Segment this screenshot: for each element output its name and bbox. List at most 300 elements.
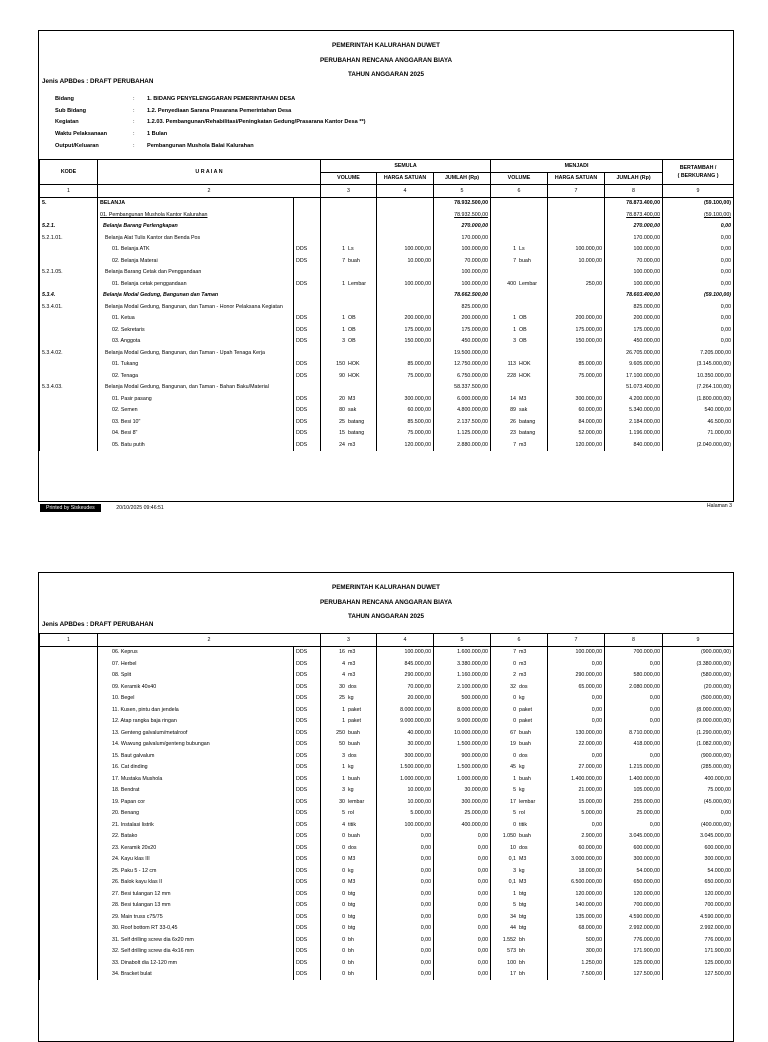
- row-harga-semula: 0,00: [377, 934, 434, 946]
- volume-unit: buah: [519, 741, 531, 748]
- volume-cell: [491, 900, 548, 912]
- row-kode: [40, 911, 98, 923]
- row-jumlah-menjadi: 5.340.000,00: [605, 405, 663, 417]
- row-jumlah-menjadi: 0,00: [605, 819, 663, 831]
- table-row: [40, 911, 734, 923]
- row-source: DDS: [294, 716, 321, 728]
- volume-cell: [491, 301, 548, 313]
- volume-qty: 32: [510, 683, 517, 690]
- volume-qty: 1: [342, 718, 346, 725]
- volume-cell: [491, 934, 548, 946]
- meta-value: 1.2. Penyediaan Sarana Prasarana Pemerintahan Desa: [147, 107, 292, 114]
- row-uraian: 22. Batako: [98, 831, 294, 843]
- row-jumlah-semula: 500.000,00: [434, 693, 491, 705]
- row-harga-menjadi: 18.000,00: [548, 865, 605, 877]
- volume-qty: 14: [510, 395, 517, 402]
- row-kode: [40, 888, 98, 900]
- row-selisih: 2.992.000,00: [663, 923, 734, 935]
- row-harga-menjadi: 130.000,00: [548, 727, 605, 739]
- row-jumlah-menjadi: 9.605.000,00: [605, 359, 663, 371]
- volume-qty: 100: [507, 959, 517, 966]
- volume-unit: buah: [519, 775, 531, 782]
- row-source: DDS: [294, 808, 321, 820]
- row-kode: 5.3.4.02.: [40, 347, 98, 359]
- volume-unit: m3: [348, 660, 356, 667]
- table-row: [40, 831, 734, 843]
- volume-unit: m3: [519, 441, 527, 448]
- volume-cell: [491, 842, 548, 854]
- row-jumlah-semula: 2.880.000,00: [434, 439, 491, 451]
- row-jumlah-menjadi: 825.000,00: [605, 301, 663, 313]
- row-jumlah-semula: 1.160.000,00: [434, 670, 491, 682]
- row-harga-semula: 0,00: [377, 957, 434, 969]
- row-source: DDS: [294, 957, 321, 969]
- row-uraian: 03. Anggota: [98, 336, 294, 348]
- volume-cell: [321, 244, 377, 256]
- row-harga-semula: 0,00: [377, 877, 434, 889]
- volume-unit: btg: [519, 890, 527, 897]
- volume-cell: [491, 888, 548, 900]
- row-jumlah-menjadi: 300.000,00: [605, 854, 663, 866]
- volume-qty: 44: [510, 925, 517, 932]
- volume-qty: 4: [342, 660, 346, 667]
- meta-key: Sub Bidang: [55, 107, 87, 114]
- volume-cell: [321, 439, 377, 451]
- row-source: DDS: [294, 785, 321, 797]
- table-row: [40, 290, 734, 302]
- row-kode: [40, 428, 98, 440]
- row-harga-semula: [377, 209, 434, 221]
- row-harga-menjadi: 84.000,00: [548, 416, 605, 428]
- row-kode: [40, 209, 98, 221]
- row-uraian: 19. Papan cor: [98, 796, 294, 808]
- row-selisih: 71.000,00: [663, 428, 734, 440]
- meta-colon: :: [133, 95, 135, 102]
- print-footer: [40, 504, 164, 512]
- volume-cell: [321, 370, 377, 382]
- table-row: [40, 359, 734, 371]
- row-harga-semula: 1.500.000,00: [377, 762, 434, 774]
- table-row: [40, 278, 734, 290]
- row-kode: [40, 842, 98, 854]
- volume-qty: 25: [339, 695, 346, 702]
- row-jumlah-semula: 270.000,00: [434, 221, 491, 233]
- table-row: [40, 197, 734, 209]
- table-row: [40, 405, 734, 417]
- volume-cell: [491, 969, 548, 981]
- volume-cell: [321, 693, 377, 705]
- row-uraian: Belanja Modal Gedung, Bangunan dan Taman: [98, 290, 294, 302]
- volume-cell: [321, 658, 377, 670]
- row-jumlah-semula: 30.000,00: [434, 785, 491, 797]
- row-source: DDS: [294, 911, 321, 923]
- row-source: DDS: [294, 681, 321, 693]
- row-source: DDS: [294, 934, 321, 946]
- row-source: [294, 267, 321, 279]
- volume-unit: buah: [348, 833, 360, 840]
- table-row: [40, 416, 734, 428]
- volume-cell: [491, 670, 548, 682]
- row-uraian: 28. Besi tulangan 13 mm: [98, 900, 294, 912]
- row-uraian: 34. Bracket bulat: [98, 969, 294, 981]
- row-harga-menjadi: 120.000,00: [548, 888, 605, 900]
- col-kode: KODE: [40, 160, 98, 185]
- row-jumlah-semula: 300.000,00: [434, 796, 491, 808]
- report-page-2: [38, 572, 734, 1042]
- row-selisih: (580.000,00): [663, 670, 734, 682]
- row-source: DDS: [294, 255, 321, 267]
- volume-unit: Ls: [519, 246, 525, 253]
- row-harga-semula: 30.000,00: [377, 739, 434, 751]
- volume-unit: HOK: [348, 372, 360, 379]
- row-uraian: 01. Ketua: [98, 313, 294, 325]
- volume-cell: [491, 704, 548, 716]
- row-harga-semula: 0,00: [377, 900, 434, 912]
- row-selisih: 650.000,00: [663, 877, 734, 889]
- table-row: [40, 957, 734, 969]
- volume-cell: [321, 865, 377, 877]
- row-harga-semula: 8.000.000,00: [377, 704, 434, 716]
- row-kode: [40, 854, 98, 866]
- row-jumlah-menjadi: 1.215.000,00: [605, 762, 663, 774]
- volume-qty: 400: [507, 280, 517, 287]
- table-row: [40, 301, 734, 313]
- row-kode: 5.2.1.01.: [40, 232, 98, 244]
- volume-cell: [491, 831, 548, 843]
- row-kode: [40, 969, 98, 981]
- volume-qty: 34: [510, 913, 517, 920]
- volume-cell: [321, 716, 377, 728]
- volume-unit: kg: [519, 787, 525, 794]
- row-selisih: 0,00: [663, 221, 734, 233]
- volume-qty: 1: [342, 315, 346, 322]
- volume-unit: bh: [348, 971, 354, 978]
- volume-unit: dos: [348, 683, 357, 690]
- row-harga-menjadi: 250,00: [548, 278, 605, 290]
- table-row: [40, 762, 734, 774]
- row-jumlah-menjadi: 2.992.000,00: [605, 923, 663, 935]
- row-kode: 5.2.1.: [40, 221, 98, 233]
- row-jumlah-semula: 78.932.500,00: [434, 209, 491, 221]
- row-jumlah-menjadi: 4.590.000,00: [605, 911, 663, 923]
- volume-qty: 0: [342, 833, 346, 840]
- row-jumlah-menjadi: 4.200.000,00: [605, 393, 663, 405]
- table-row: [40, 267, 734, 279]
- row-jumlah-semula: 825.000,00: [434, 301, 491, 313]
- row-selisih: (1.082.000,00): [663, 739, 734, 751]
- column-number: 3: [321, 634, 377, 647]
- table-row: [40, 244, 734, 256]
- row-harga-menjadi: 1.400.000,00: [548, 773, 605, 785]
- row-selisih: (59.100,00): [663, 290, 734, 302]
- volume-unit: M3: [519, 395, 527, 402]
- row-source: DDS: [294, 923, 321, 935]
- table-row: [40, 796, 734, 808]
- volume-qty: 1: [342, 246, 346, 253]
- row-selisih: (59.100,00): [663, 209, 734, 221]
- row-harga-semula: 20.000,00: [377, 693, 434, 705]
- row-source: DDS: [294, 842, 321, 854]
- volume-unit: paket: [348, 718, 361, 725]
- row-harga-menjadi: 3.000.000,00: [548, 854, 605, 866]
- meta-colon: :: [133, 131, 135, 138]
- volume-cell: [321, 278, 377, 290]
- row-jumlah-semula: 0,00: [434, 888, 491, 900]
- volume-unit: btg: [348, 902, 356, 909]
- row-harga-menjadi: 60.000,00: [548, 405, 605, 417]
- row-harga-semula: 0,00: [377, 842, 434, 854]
- row-selisih: (2.040.000,00): [663, 439, 734, 451]
- volume-unit: M3: [348, 395, 356, 402]
- volume-unit: M3: [348, 856, 356, 863]
- volume-cell: [491, 785, 548, 797]
- row-harga-menjadi: 0,00: [548, 704, 605, 716]
- table-row: [40, 727, 734, 739]
- table-row: [40, 704, 734, 716]
- volume-qty: 26: [510, 418, 517, 425]
- row-uraian: 26. Balok kayu klas II: [98, 877, 294, 889]
- column-number: 4: [377, 185, 434, 198]
- volume-cell: [491, 232, 548, 244]
- print-date: 20/10/2025 09:46:51: [116, 505, 164, 511]
- row-jumlah-semula: 78.662.500,00: [434, 290, 491, 302]
- row-source: [294, 382, 321, 394]
- row-jumlah-semula: 100.000,00: [434, 244, 491, 256]
- volume-qty: 1: [513, 246, 517, 253]
- volume-unit: bh: [348, 936, 354, 943]
- row-harga-semula: [377, 290, 434, 302]
- row-selisih: 400.000,00: [663, 773, 734, 785]
- col-bertambah-2: ( BERKURANG ): [677, 173, 719, 179]
- meta-key: Waktu Pelaksanaan: [55, 131, 108, 138]
- volume-cell: [491, 324, 548, 336]
- row-jumlah-semula: 200.000,00: [434, 313, 491, 325]
- row-source: DDS: [294, 854, 321, 866]
- row-selisih: 0,00: [663, 808, 734, 820]
- row-harga-menjadi: 60.000,00: [548, 842, 605, 854]
- row-kode: [40, 785, 98, 797]
- row-kode: [40, 727, 98, 739]
- row-harga-menjadi: [548, 347, 605, 359]
- row-uraian: 01. Tukang: [98, 359, 294, 371]
- row-jumlah-semula: 2.137.500,00: [434, 416, 491, 428]
- row-harga-menjadi: [548, 197, 605, 209]
- volume-unit: sak: [519, 407, 528, 414]
- row-harga-menjadi: 75.000,00: [548, 370, 605, 382]
- row-kode: [40, 359, 98, 371]
- volume-unit: paket: [519, 718, 532, 725]
- activity-meta: [55, 93, 366, 152]
- volume-unit: titik: [348, 821, 356, 828]
- volume-cell: [321, 785, 377, 797]
- volume-cell: [491, 221, 548, 233]
- row-harga-semula: 100.000,00: [377, 646, 434, 658]
- column-number: 5: [434, 634, 491, 647]
- report-header: [39, 39, 733, 83]
- volume-cell: [491, 244, 548, 256]
- table-row: [40, 646, 734, 658]
- volume-qty: 17: [510, 971, 517, 978]
- volume-qty: 228: [507, 372, 517, 379]
- row-jumlah-menjadi: 100.000,00: [605, 244, 663, 256]
- row-jumlah-semula: 0,00: [434, 934, 491, 946]
- row-uraian: 31. Self drilling screw dia 6x20 mm: [98, 934, 294, 946]
- row-jumlah-menjadi: 255.000,00: [605, 796, 663, 808]
- row-jumlah-menjadi: 70.000,00: [605, 255, 663, 267]
- row-jumlah-semula: 3.380.000,00: [434, 658, 491, 670]
- table-row: [40, 428, 734, 440]
- row-jumlah-semula: 0,00: [434, 923, 491, 935]
- row-source: DDS: [294, 428, 321, 440]
- col-volume-semula: VOLUME: [321, 172, 377, 185]
- volume-qty: 1: [513, 326, 517, 333]
- table-row: [40, 221, 734, 233]
- row-harga-semula: 10.000,00: [377, 785, 434, 797]
- volume-qty: 45: [510, 764, 517, 771]
- row-uraian: 25. Paku 5 - 12 cm: [98, 865, 294, 877]
- page-number: Halaman 3: [706, 503, 732, 509]
- volume-cell: [321, 232, 377, 244]
- row-source: DDS: [294, 750, 321, 762]
- row-jumlah-menjadi: 0,00: [605, 750, 663, 762]
- volume-qty: 1: [342, 764, 346, 771]
- volume-qty: 5: [513, 787, 517, 794]
- row-uraian: 01. Belanja ATK: [98, 244, 294, 256]
- row-jumlah-menjadi: 600.000,00: [605, 842, 663, 854]
- row-jumlah-menjadi: 120.000,00: [605, 888, 663, 900]
- volume-unit: btg: [519, 913, 527, 920]
- row-source: DDS: [294, 739, 321, 751]
- row-jumlah-menjadi: 175.000,00: [605, 324, 663, 336]
- row-harga-semula: 300.000,00: [377, 393, 434, 405]
- row-jumlah-semula: 0,00: [434, 877, 491, 889]
- volume-cell: [321, 324, 377, 336]
- volume-qty: 0: [342, 844, 346, 851]
- row-kode: [40, 704, 98, 716]
- col-bertambah-1: BERTAMBAH /: [679, 165, 717, 171]
- row-selisih: (500.000,00): [663, 693, 734, 705]
- volume-cell: [321, 773, 377, 785]
- row-kode: [40, 762, 98, 774]
- volume-qty: 0: [513, 706, 517, 713]
- row-source: DDS: [294, 762, 321, 774]
- volume-qty: 0: [513, 752, 517, 759]
- volume-cell: [491, 255, 548, 267]
- meta-value: 1 Bulan: [147, 131, 168, 138]
- row-jumlah-semula: 0,00: [434, 969, 491, 981]
- table-row: [40, 324, 734, 336]
- row-source: DDS: [294, 370, 321, 382]
- row-jumlah-menjadi: 0,00: [605, 716, 663, 728]
- volume-unit: OB: [519, 326, 527, 333]
- row-jumlah-semula: 170.000,00: [434, 232, 491, 244]
- row-source: DDS: [294, 888, 321, 900]
- volume-cell: [491, 382, 548, 394]
- volume-unit: HOK: [519, 372, 531, 379]
- row-selisih: (285.000,00): [663, 762, 734, 774]
- meta-value: 1. BIDANG PENYELENGGARAN PEMERINTAHAN DESA: [147, 95, 296, 102]
- volume-unit: kg: [519, 764, 525, 771]
- volume-qty: 250: [336, 729, 346, 736]
- header-line-2: PERUBAHAN RENCANA ANGGARAN BIAYA: [319, 56, 452, 64]
- volume-cell: [321, 347, 377, 359]
- row-harga-menjadi: 120.000,00: [548, 439, 605, 451]
- column-number: 6: [491, 634, 548, 647]
- row-uraian: 20. Benang: [98, 808, 294, 820]
- volume-qty: 80: [339, 407, 346, 414]
- row-harga-menjadi: [548, 382, 605, 394]
- row-jumlah-semula: 9.000.000,00: [434, 716, 491, 728]
- col-harga-menjadi: HARGA SATUAN: [548, 172, 605, 185]
- row-selisih: 0,00: [663, 324, 734, 336]
- volume-unit: M3: [519, 879, 527, 886]
- meta-row: [55, 117, 366, 129]
- row-uraian: 03. Besi 10": [98, 416, 294, 428]
- column-number: 2: [98, 634, 321, 647]
- row-jumlah-semula: 8.000.000,00: [434, 704, 491, 716]
- row-jumlah-semula: 175.000,00: [434, 324, 491, 336]
- row-harga-menjadi: [548, 221, 605, 233]
- row-harga-semula: 70.000,00: [377, 681, 434, 693]
- row-uraian: Belanja Modal Gedung, Bangunan, dan Taman - Honor Pelaksana Kegiatan: [98, 301, 294, 313]
- row-jumlah-menjadi: 171.900,00: [605, 946, 663, 958]
- volume-qty: 5: [513, 902, 517, 909]
- volume-unit: OB: [348, 315, 356, 322]
- row-jumlah-semula: 6.000.000,00: [434, 393, 491, 405]
- row-uraian: 11. Kusen, pintu dan jendela: [98, 704, 294, 716]
- row-jumlah-menjadi: 100.000,00: [605, 267, 663, 279]
- volume-unit: M3: [348, 879, 356, 886]
- row-uraian: 06. Keprus: [98, 646, 294, 658]
- printed-by: Printed by Siskeudes: [40, 504, 101, 512]
- row-kode: [40, 439, 98, 451]
- row-jumlah-semula: 58.337.500,00: [434, 382, 491, 394]
- table-row: [40, 877, 734, 889]
- volume-unit: batang: [519, 430, 536, 437]
- row-harga-menjadi: [548, 301, 605, 313]
- column-number: 6: [491, 185, 548, 198]
- row-selisih: (900.000,00): [663, 750, 734, 762]
- row-harga-semula: 0,00: [377, 923, 434, 935]
- row-kode: [40, 957, 98, 969]
- volume-cell: [491, 416, 548, 428]
- row-kode: [40, 336, 98, 348]
- row-source: [294, 301, 321, 313]
- row-uraian: 14. Wuwung galvalum/genteng bubungan: [98, 739, 294, 751]
- row-selisih: 0,00: [663, 255, 734, 267]
- row-harga-semula: 1.000.000,00: [377, 773, 434, 785]
- column-number: 5: [434, 185, 491, 198]
- meta-colon: :: [133, 143, 135, 150]
- volume-cell: [491, 819, 548, 831]
- row-selisih: 10.350.000,00: [663, 370, 734, 382]
- row-kode: [40, 716, 98, 728]
- volume-qty: 0: [342, 971, 346, 978]
- row-harga-semula: 85.500,00: [377, 416, 434, 428]
- row-selisih: (900.000,00): [663, 646, 734, 658]
- volume-qty: 113: [507, 361, 517, 368]
- volume-qty: 89: [510, 407, 517, 414]
- column-number: 9: [663, 634, 734, 647]
- row-kode: [40, 865, 98, 877]
- volume-cell: [491, 209, 548, 221]
- row-uraian: 05. Batu putih: [98, 439, 294, 451]
- volume-qty: 7: [513, 257, 517, 264]
- row-uraian: 24. Kayu klas III: [98, 854, 294, 866]
- volume-qty: 0: [513, 660, 517, 667]
- volume-unit: bh: [519, 948, 525, 955]
- row-kode: 5.3.4.01.: [40, 301, 98, 313]
